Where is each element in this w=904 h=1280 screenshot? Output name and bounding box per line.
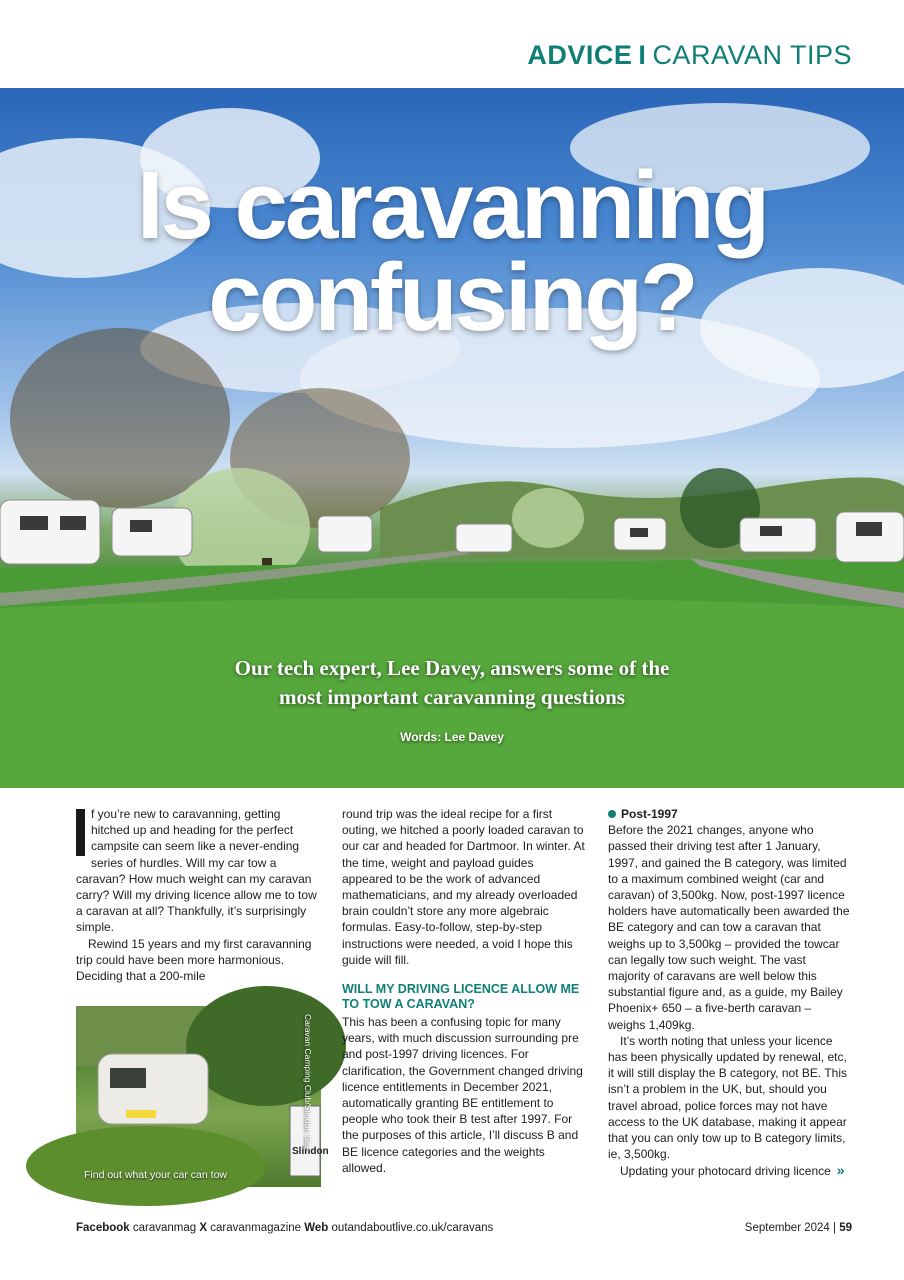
paragraph: round trip was the ideal recipe for a first outing, we hitched a poorly loaded caravan to our car and headed for Dartmoor. In winter. At the time, weight and payload guides appeared to be the work of advanced mathematicians, and my already overloaded brain couldn’t store any more algebraic formulas. Easy-to-follow, step-by-step instructions were needed, a void I hope this guide will fill.: [342, 807, 585, 967]
paragraph: It’s worth noting that unless your licence has been physically updated by renewal, etc, it will still display the B category, not BE. This isn’t a problem in the UK, but, should you travel abroad, police forces may not have access to the UK database, making it appear that you can only tow up to B category limits, ie, 3,500kg.: [608, 1033, 847, 1162]
standfirst-line-2: most important caravanning questions: [279, 685, 625, 709]
issue-date: September 2024 |: [744, 1222, 836, 1234]
caravan-in-hedge-illustration: [76, 1006, 329, 1187]
paragraph: Rewind 15 years and my first caravanning trip could have been more harmonious. Deciding that a 200-mile: [76, 936, 312, 984]
section-separator: I: [638, 40, 647, 70]
issue-info: [745, 1222, 852, 1234]
bullet-dot-icon: [608, 810, 616, 818]
continue-arrow-icon: »: [836, 1162, 842, 1179]
drop-cap: [76, 809, 85, 856]
paragraph-continues: [608, 1162, 851, 1179]
headline: [0, 152, 904, 351]
facebook-handle: caravanmag: [132, 1222, 197, 1234]
headline-line-2: confusing?: [208, 244, 696, 351]
web-label: Web: [304, 1222, 329, 1234]
headline-line-1: Is caravanning: [136, 152, 768, 259]
x-handle: caravanmagazine: [210, 1222, 302, 1234]
paragraph-text: Updating your photocard driving licence: [620, 1164, 831, 1179]
x-label: X: [199, 1222, 208, 1234]
bullet-label: Post-1997: [621, 807, 678, 821]
bullet-heading: [608, 806, 851, 822]
facebook-label: Facebook: [76, 1222, 130, 1234]
hero-image: [0, 88, 904, 788]
paragraph: This has been a confusing topic for many years, with much discussion surrounding pre and post-1997 driving licences. For clarification, the Government changed driving licence entitlements in December 2021, automatically granting BE entitlement to people who took their B test after 1997. For the purposes of this article, I’ll discuss B and BE licence categories and the weights allowed.: [342, 1015, 583, 1175]
section-header: [527, 40, 852, 71]
inset-photo: [76, 1006, 329, 1187]
page-footer: [76, 1222, 852, 1234]
page-number: 59: [839, 1222, 852, 1234]
section-label: ADVICE: [527, 40, 633, 70]
subsection-label: CARAVAN TIPS: [652, 40, 852, 70]
web-url: outandaboutlive.co.uk/caravans: [331, 1222, 494, 1234]
photo-caption: Find out what your car can tow: [84, 1169, 227, 1181]
intro-paragraph: [76, 806, 319, 936]
column-1: [76, 806, 319, 984]
sign-text: Slindon: [292, 1146, 329, 1157]
intro-text: f you’re new to caravanning, getting hitched up and heading for the perfect campsite can seem like a never-ending series of hurdles. Will my car tow a caravan? How much weight can my caravan carry? Will my driving licence allow me to tow a caravan at all? Thankfully, it’s surprisingly simple.: [76, 807, 317, 935]
column-3: [608, 806, 851, 1180]
subheading: WILL MY DRIVING LICENCE ALLOW ME TO TOW A CARAVAN?: [342, 982, 580, 1012]
paragraph: Before the 2021 changes, anyone who passed their driving test after 1 January, 1997, and gained the B category, was limited to a maximum combined weight (car and caravan) of 3,500kg. Now, post-1997 licence holders have automatically been awarded the BE category and can tow a caravan that weighs up to 3,500kg – provided the towcar can legally tow such weight. The vast majority of caravans are well below this substantial figure and, as a guide, my Bailey Phoenix+ 650 – a five-berth caravan – weighs 1,409kg.: [608, 823, 850, 1032]
standfirst: [0, 654, 904, 712]
standfirst-line-1: Our tech expert, Lee Davey, answers some of the: [234, 656, 670, 680]
byline: Words: Lee Davey: [400, 730, 504, 744]
tree: [512, 488, 584, 548]
column-2: [342, 806, 585, 1176]
photo-credit: Caravan Camping Club/Slindon Site: [303, 1014, 313, 1151]
